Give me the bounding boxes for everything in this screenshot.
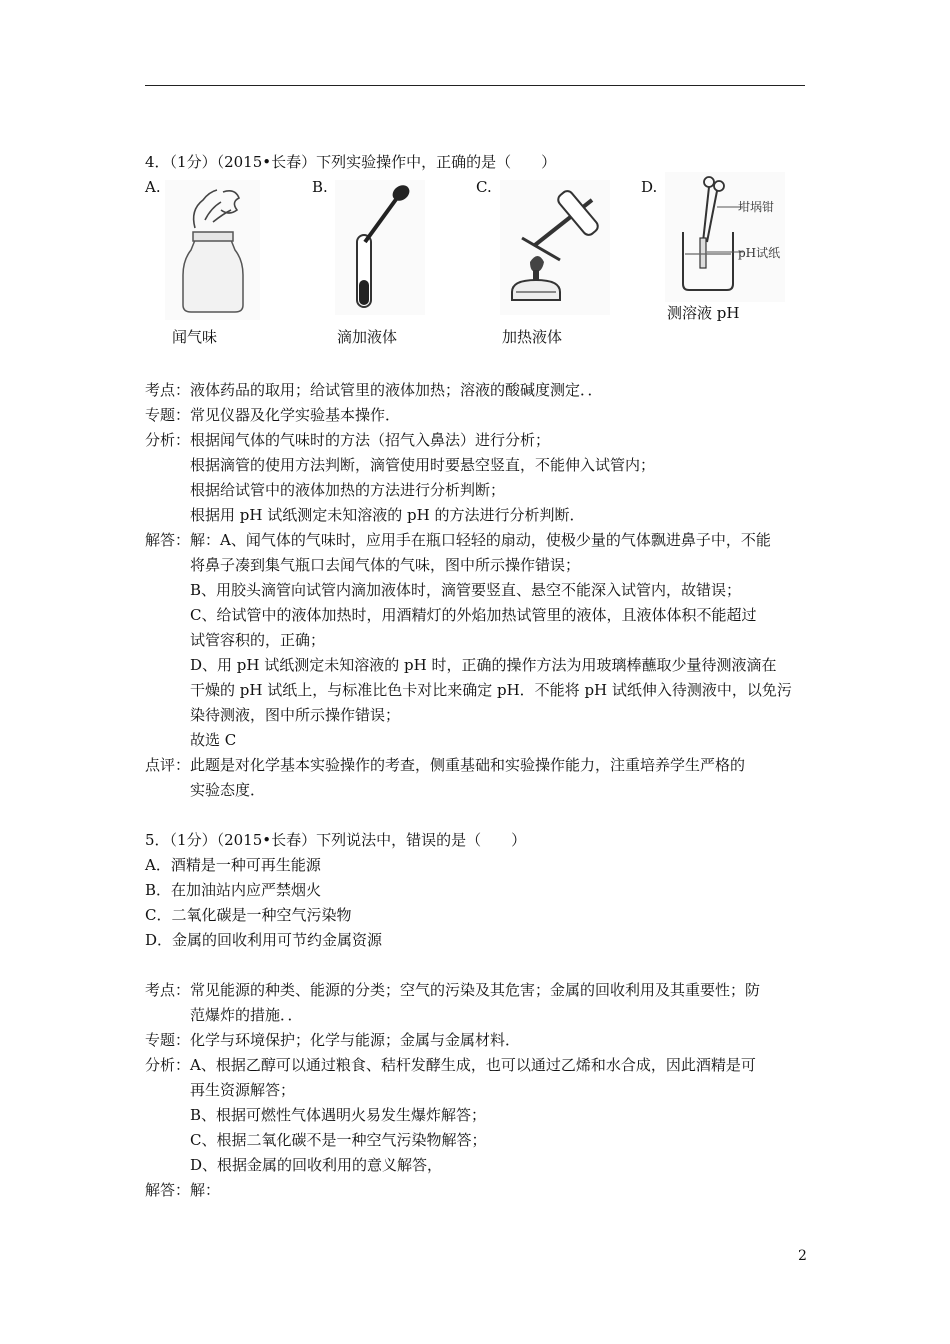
q4-header: 4．（1分）（2015•长春）下列实验操作中，正确的是（ ） — [145, 153, 557, 171]
q5-fenxi-1: 再生资源解答； — [190, 1081, 296, 1099]
q5-kaodian-1: 范爆炸的措施．． — [190, 1006, 303, 1024]
q4-option-c-label: C. — [476, 178, 492, 196]
q4-jieda-7: 染待测液，图中所示操作错误； — [190, 706, 401, 724]
q5-option-a: A．酒精是一种可再生能源 — [145, 856, 321, 874]
ph-test-illustration — [665, 172, 785, 302]
q5-fenxi-4: D、根据金属的回收利用的意义解答， — [190, 1156, 443, 1174]
ph-paper-label: pH试纸 — [738, 246, 781, 260]
q4-fenxi-0: 分析：根据闻气体的气味时的方法（招气入鼻法）进行分析； — [145, 431, 551, 449]
q5-header: 5．（1分）（2015•长春）下列说法中，错误的是（ ） — [145, 831, 527, 849]
q4-dianping-1: 实验态度． — [190, 781, 266, 799]
q4-dianping-0: 点评：此题是对化学基本实验操作的考查，侧重基础和实验操作能力，注重培养学生严格的 — [145, 756, 746, 774]
q5-kaodian-0: 考点：常见能源的种类、能源的分类；空气的污染及其危害；金属的回收利用及其重要性；防 — [145, 981, 761, 999]
caption-heating: 加热液体 — [502, 328, 563, 346]
q4-option-d-label: D. — [641, 178, 658, 196]
caption-dropper: 滴加液体 — [337, 328, 398, 346]
q4-jieda-1: 将鼻子凑到集气瓶口去闻气体的气味，图中所示操作错误； — [190, 556, 581, 574]
q5-fenxi-2: B、根据可燃性气体遇明火易发生爆炸解答； — [190, 1106, 487, 1124]
header-rule — [145, 85, 805, 86]
dropper-illustration — [335, 180, 425, 315]
smell-gas-illustration — [165, 180, 260, 320]
q4-kaodian: 考点：液体药品的取用；给试管里的液体加热；溶液的酸碱度测定．． — [145, 381, 603, 399]
q4-jieda-3: C、给试管中的液体加热时，用酒精灯的外焰加热试管里的液体，且液体体积不能超过 — [190, 606, 757, 624]
caption-ph: 测溶液 pH — [667, 304, 740, 322]
q4-jieda-2: B、用胶头滴管向试管内滴加液体时，滴管要竖直、悬空不能深入试管内，故错误； — [190, 581, 742, 599]
q5-option-c: C．二氧化碳是一种空气污染物 — [145, 906, 352, 924]
heating-liquid-illustration — [500, 180, 610, 315]
q4-jieda-0: 解答：解：A、闻气体的气味时，应用手在瓶口轻轻的扇动，使极少量的气体飘进鼻子中，不能 — [145, 531, 771, 549]
q4-fenxi-3: 根据用 pH 试纸测定未知溶液的 pH 的方法进行分析判断． — [190, 506, 585, 524]
q4-jieda-4: 试管容积的，正确； — [190, 631, 326, 649]
caption-smell: 闻气味 — [172, 328, 218, 346]
q4-fenxi-1: 根据滴管的使用方法判断，滴管使用时要悬空竖直，不能伸入试管内； — [190, 456, 656, 474]
q5-option-d: D．金属的回收利用可节约金属资源 — [145, 931, 383, 949]
q4-option-a-label: A. — [145, 178, 161, 196]
q5-jieda: 解答：解： — [145, 1181, 221, 1199]
q4-jieda-6: 干燥的 pH 试纸上，与标准比色卡对比来确定 pH．不能将 pH 试纸伸入待测液中，以免污 — [190, 681, 792, 699]
q5-option-b: B．在加油站内应严禁烟火 — [145, 881, 322, 899]
tongs-label: 坩埚钳 — [738, 200, 775, 214]
q5-fenxi-0: 分析：A、根据乙醇可以通过粮食、秸杆发酵生成，也可以通过乙烯和水合成，因此酒精是可 — [145, 1056, 756, 1074]
q5-zhuanti: 专题：化学与环境保护；化学与能源；金属与金属材料． — [145, 1031, 521, 1049]
q4-jieda-5: D、用 pH 试纸测定未知溶液的 pH 时，正确的操作方法为用玻璃棒蘸取少量待测液滴在 — [190, 656, 777, 674]
q5-fenxi-3: C、根据二氧化碳不是一种空气污染物解答； — [190, 1131, 487, 1149]
q4-fenxi-2: 根据给试管中的液体加热的方法进行分析判断； — [190, 481, 506, 499]
page-number: 2 — [798, 1248, 807, 1264]
q4-zhuanti: 专题：常见仪器及化学实验基本操作． — [145, 406, 401, 424]
q4-option-b-label: B. — [312, 178, 328, 196]
q4-jieda-8: 故选 C — [190, 731, 237, 749]
